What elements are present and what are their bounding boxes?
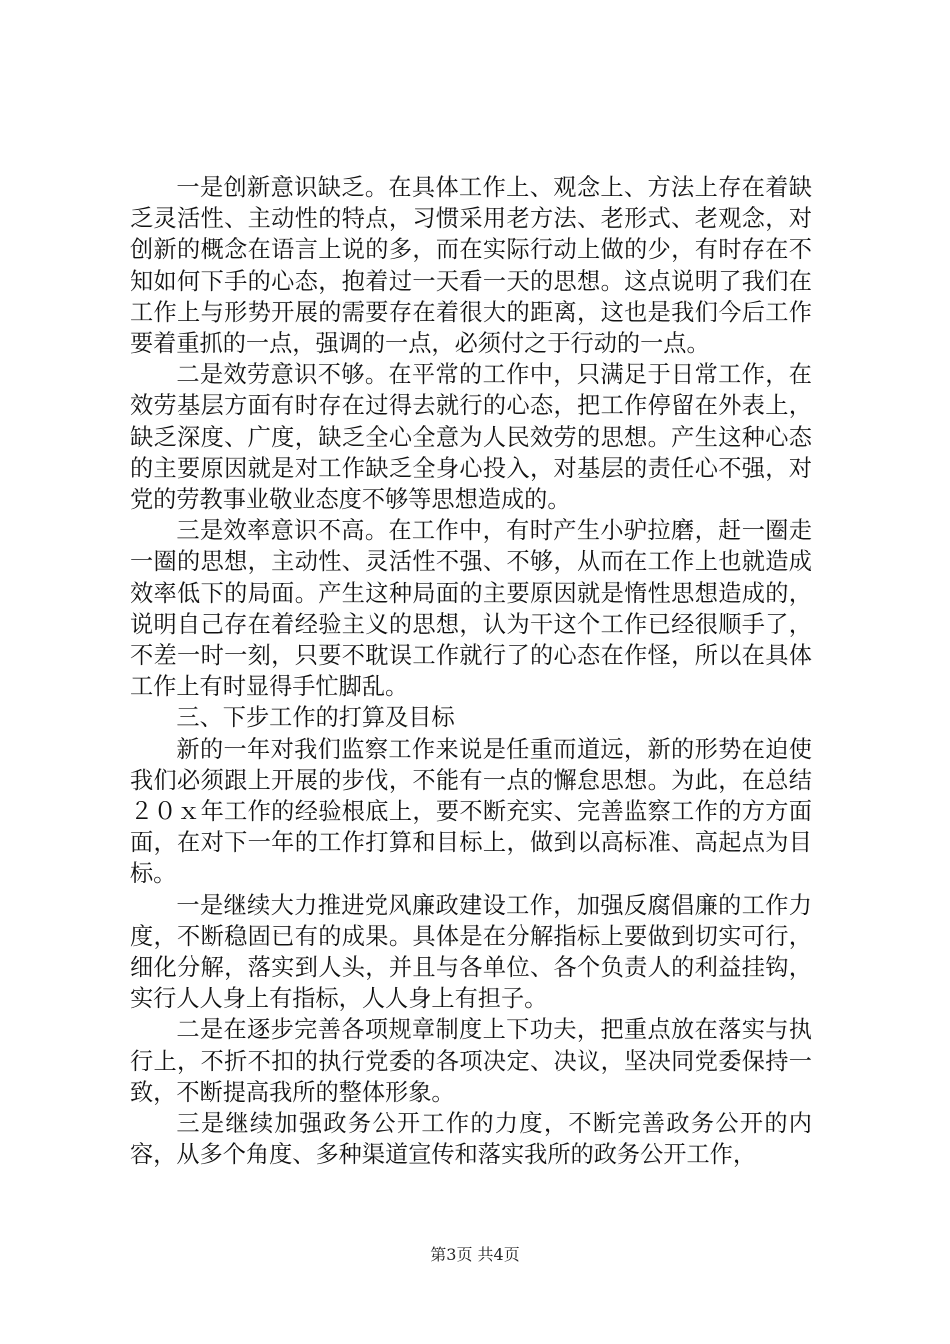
- paragraph-goal-transparency: 三是继续加强政务公开工作的力度，不断完善政务公开的内容，从多个角度、多种渠道宣传和落实我所的政务公开工作，: [130, 1110, 812, 1169]
- document-body: [130, 172, 812, 1171]
- paragraph-efficiency-awareness: 三是效率意识不高。在工作中，有时产生小驴拉磨，赶一圈走一圈的思想，主动性、灵活性不强、不够，从而在工作上也就造成效率低下的局面。产生这种局面的主要原因就是惰性思想造成的，说明自己存在着经验主义的思想，认为干这个工作已经很顺手了，不差一时一刻，只要不耽误工作就行了的心态在作怪，所以在具体工作上有时显得手忙脚乱。: [130, 517, 812, 701]
- paragraph-innovation-awareness: 一是创新意识缺乏。在具体工作上、观念上、方法上存在着缺乏灵活性、主动性的特点，习惯采用老方法、老形式、老观念，对创新的概念在语言上说的多，而在实际行动上做的少，有时存在不知如何下手的心态，抱着过一天看一天的思想。这点说明了我们在工作上与形势开展的需要存在着很大的距离，这也是我们今后工作要着重抓的一点，强调的一点，必须付之于行动的一点。: [130, 174, 812, 358]
- paragraph-service-awareness: 二是效劳意识不够。在平常的工作中，只满足于日常工作，在效劳基层方面有时存在过得去就行的心态，把工作停留在外表上，缺乏深度、广度，缺乏全心全意为人民效劳的思想。产生这种心态的主要原因就是对工作缺乏全身心投入，对基层的责任心不强，对党的劳教事业敬业态度不够等思想造成的。: [130, 361, 812, 514]
- section-heading-next-steps: 三、下步工作的打算及目标: [176, 704, 455, 732]
- page-footer: 第3页 共4页: [430, 1245, 520, 1264]
- paragraph-goal-regulations: 二是在逐步完善各项规章制度上下功夫，把重点放在落实与执行上，不折不扣的执行党委的各项决定、决议，坚决同党委保持一致，不断提高我所的整体形象。: [130, 1016, 812, 1106]
- paragraph-goal-anti-corruption: 一是继续大力推进党风廉政建设工作，加强反腐倡廉的工作力度，不断稳固已有的成果。具体是在分解指标上要做到切实可行，细化分解，落实到人头，并且与各单位、各个负责人的利益挂钩，实行人人身上有指标，人人身上有担子。: [130, 891, 812, 1013]
- paragraph-new-year-goals: 新的一年对我们监察工作来说是任重而道远，新的形势在迫使我们必须跟上开展的步伐，不能有一点的懈怠思想。为此，在总结２０ｘ年工作的经验根底上，要不断充实、完善监察工作的方方面面，在对下一年的工作打算和目标上，做到以高标准、高起点为目标。: [130, 735, 812, 888]
